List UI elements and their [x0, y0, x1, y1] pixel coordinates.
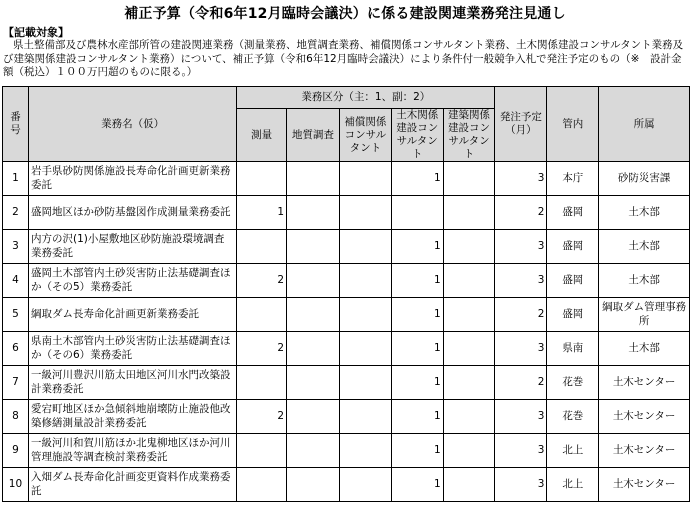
- table-cell-area: 盛岡: [547, 298, 599, 332]
- table-cell-office: 土木部: [599, 230, 690, 264]
- table-cell-name: 愛宕町地区ほか急傾斜地崩壊防止施設他改築修繕測量設計業務委託: [28, 400, 236, 434]
- table-cell-name: 綱取ダム長寿命化計画更新業務委託: [28, 298, 236, 332]
- col-header-office: 所属: [599, 87, 690, 162]
- table-cell-month: 3: [495, 230, 547, 264]
- table-cell-survey: [237, 366, 287, 400]
- table-cell-office: 綱取ダム管理事務所: [599, 298, 690, 332]
- order-forecast-table: [2, 86, 690, 502]
- table-cell-area: 盛岡: [547, 264, 599, 298]
- col-header-civil: 土木関係建設コンサルタント: [391, 109, 443, 162]
- table-cell-name: 盛岡地区ほか砂防基盤図作成測量業務委託: [28, 196, 236, 230]
- page-title: 補正予算（令和6年12月臨時会議決）に係る建設関連業務発注見通し: [124, 6, 566, 22]
- table-cell-geology: [287, 400, 340, 434]
- table-cell-area: 北上: [547, 434, 599, 468]
- table-row: [3, 400, 690, 434]
- table-cell-office: 土木部: [599, 196, 690, 230]
- table-cell-name: 入畑ダム長寿命化計画変更資料作成業務委託: [28, 468, 236, 502]
- table-cell-geology: [287, 434, 340, 468]
- table-cell-compensation: [339, 434, 391, 468]
- table-cell-survey: 2: [237, 400, 287, 434]
- table-cell-building: [443, 366, 495, 400]
- table-cell-survey: [237, 468, 287, 502]
- table-cell-survey: [237, 298, 287, 332]
- table-cell-survey: 2: [237, 332, 287, 366]
- table-cell-name: 一級河川豊沢川筋太田地区河川水門改築設計業務委託: [28, 366, 236, 400]
- table-cell-civil: 1: [391, 366, 443, 400]
- table-cell-office: 土木部: [599, 332, 690, 366]
- table-cell-civil: 1: [391, 400, 443, 434]
- table-cell-office: 土木センター: [599, 468, 690, 502]
- table-row: [3, 196, 690, 230]
- table-row: [3, 298, 690, 332]
- table-cell-building: [443, 468, 495, 502]
- table-cell-compensation: [339, 196, 391, 230]
- table-cell-month: 2: [495, 196, 547, 230]
- table-cell-geology: [287, 468, 340, 502]
- table-cell-month: 3: [495, 434, 547, 468]
- col-header-month: 発注予定（月）: [495, 87, 547, 162]
- table-row: [3, 468, 690, 502]
- table-cell-no: 6: [3, 332, 29, 366]
- table-cell-civil: 1: [391, 332, 443, 366]
- table-cell-survey: 1: [237, 196, 287, 230]
- col-header-survey: 測量: [237, 109, 287, 162]
- table-cell-office: 土木センター: [599, 366, 690, 400]
- table-cell-office: 土木センター: [599, 400, 690, 434]
- table-cell-survey: [237, 162, 287, 196]
- col-header-name: 業務名（仮）: [28, 87, 236, 162]
- table-cell-no: 10: [3, 468, 29, 502]
- table-row: [3, 264, 690, 298]
- col-header-building: 建築関係建設コンサルタント: [443, 109, 495, 162]
- table-cell-area: 花巻: [547, 366, 599, 400]
- col-header-compensation: 補償関係コンサルタント: [339, 109, 391, 162]
- table-row: [3, 366, 690, 400]
- table-cell-compensation: [339, 332, 391, 366]
- table-cell-no: 4: [3, 264, 29, 298]
- table-cell-survey: [237, 230, 287, 264]
- table-cell-no: 2: [3, 196, 29, 230]
- table-cell-office: 砂防災害課: [599, 162, 690, 196]
- table-cell-civil: 1: [391, 264, 443, 298]
- table-cell-geology: [287, 298, 340, 332]
- table-cell-month: 3: [495, 162, 547, 196]
- scope-description: 県土整備部及び農林水産部所管の建設関連業務（測量業務、地質調査業務、補償関係コンサルタント業務、土木関係建設コンサルタント業務及び建築関係建設コンサルタント業務）について、補正予算（令和6年12月臨時会議決）により条件付一般競争入札で発注予定のもの（※ 設計金額（税込）１００万円超のものに限る。）: [3, 39, 684, 78]
- table-cell-compensation: [339, 230, 391, 264]
- table-cell-survey: [237, 434, 287, 468]
- table-cell-building: [443, 230, 495, 264]
- table-cell-geology: [287, 264, 340, 298]
- section-label: 【記載対象】: [3, 26, 69, 39]
- table-cell-area: 北上: [547, 468, 599, 502]
- table-cell-office: 土木センター: [599, 434, 690, 468]
- table-cell-building: [443, 162, 495, 196]
- table-cell-name: 盛岡土木部管内土砂災害防止法基礎調査ほか（その5）業務委託: [28, 264, 236, 298]
- table-cell-civil: 1: [391, 468, 443, 502]
- col-header-area: 管内: [547, 87, 599, 162]
- table-cell-civil: 1: [391, 230, 443, 264]
- table-cell-compensation: [339, 264, 391, 298]
- table-cell-geology: [287, 162, 340, 196]
- table-cell-month: 3: [495, 264, 547, 298]
- table-cell-compensation: [339, 366, 391, 400]
- table-cell-geology: [287, 230, 340, 264]
- table-cell-month: 3: [495, 332, 547, 366]
- table-cell-compensation: [339, 298, 391, 332]
- table-cell-month: 2: [495, 298, 547, 332]
- col-header-category-group: 業務区分（主：1、副：2）: [237, 87, 495, 109]
- col-header-geology: 地質調査: [287, 109, 340, 162]
- table-cell-area: 盛岡: [547, 196, 599, 230]
- table-cell-building: [443, 332, 495, 366]
- table-cell-area: 花巻: [547, 400, 599, 434]
- table-cell-civil: 1: [391, 162, 443, 196]
- table-row: [3, 434, 690, 468]
- table-cell-building: [443, 400, 495, 434]
- table-cell-name: 岩手県砂防関係施設長寿命化計画更新業務委託: [28, 162, 236, 196]
- table-cell-no: 7: [3, 366, 29, 400]
- table-cell-no: 3: [3, 230, 29, 264]
- table-cell-no: 1: [3, 162, 29, 196]
- table-cell-area: 盛岡: [547, 230, 599, 264]
- table-cell-no: 9: [3, 434, 29, 468]
- table-cell-geology: [287, 366, 340, 400]
- table-cell-survey: 2: [237, 264, 287, 298]
- table-cell-area: 県南: [547, 332, 599, 366]
- table-cell-geology: [287, 332, 340, 366]
- table-cell-no: 5: [3, 298, 29, 332]
- table-cell-building: [443, 434, 495, 468]
- table-cell-compensation: [339, 400, 391, 434]
- table-cell-month: 3: [495, 400, 547, 434]
- table-cell-office: 土木部: [599, 264, 690, 298]
- table-cell-building: [443, 264, 495, 298]
- table-row: [3, 230, 690, 264]
- table-cell-name: 一級河川和賀川筋ほか北鬼柳地区ほか河川管理施設等調査検討業務委託: [28, 434, 236, 468]
- table-cell-geology: [287, 196, 340, 230]
- table-cell-month: 2: [495, 366, 547, 400]
- table-cell-name: 内方の沢(1)小屋敷地区砂防施設環境調査業務委託: [28, 230, 236, 264]
- col-header-no: 番号: [3, 87, 29, 162]
- table-cell-name: 県南土木部管内土砂災害防止法基礎調査ほか（その6）業務委託: [28, 332, 236, 366]
- table-cell-civil: 1: [391, 298, 443, 332]
- table-cell-no: 8: [3, 400, 29, 434]
- table-row: [3, 162, 690, 196]
- table-cell-civil: 1: [391, 434, 443, 468]
- table-row: [3, 332, 690, 366]
- table-cell-area: 本庁: [547, 162, 599, 196]
- table-cell-building: [443, 196, 495, 230]
- table-cell-civil: [391, 196, 443, 230]
- table-cell-compensation: [339, 468, 391, 502]
- table-cell-compensation: [339, 162, 391, 196]
- table-cell-building: [443, 298, 495, 332]
- table-cell-month: 3: [495, 468, 547, 502]
